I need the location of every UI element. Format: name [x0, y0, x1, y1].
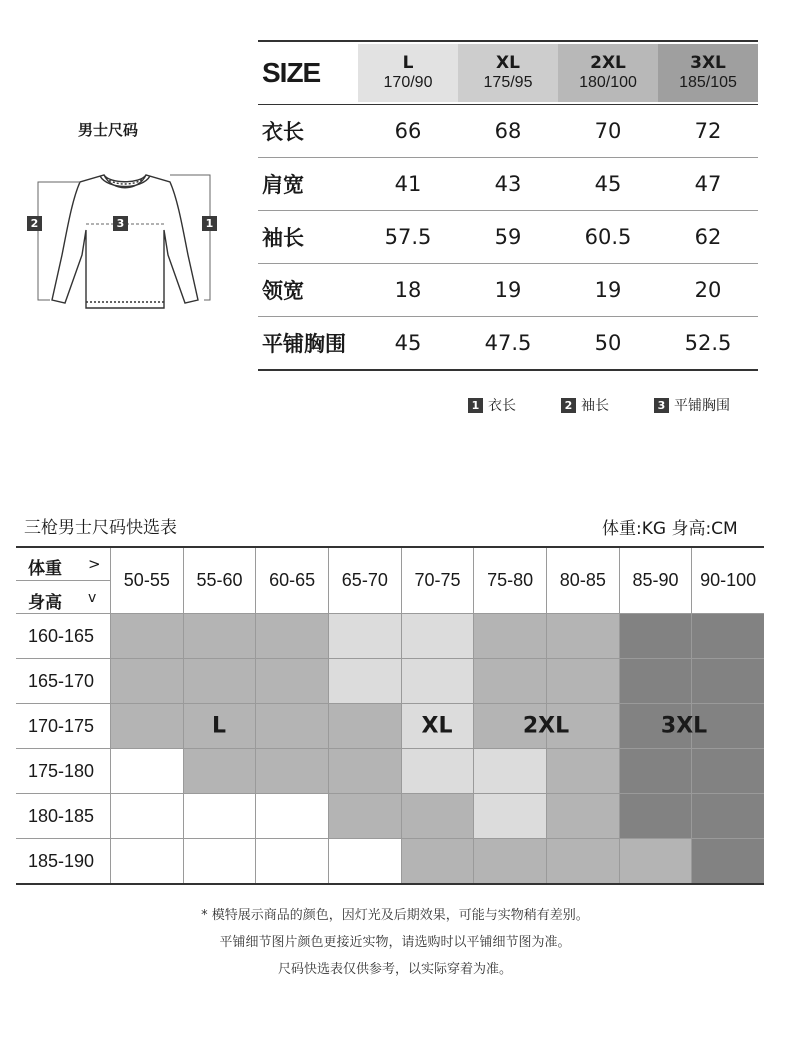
measure-label: 肩宽: [262, 173, 304, 197]
measure-label: 衣长: [262, 120, 304, 144]
measure-value: 52.5: [684, 331, 732, 355]
size-grid-cell: [691, 793, 764, 838]
size-grid-cell: [255, 658, 328, 703]
measure-value: 47.5: [484, 331, 532, 355]
size-table-row: [258, 158, 758, 211]
size-table-row: [258, 317, 758, 371]
legend-chest: [654, 395, 730, 415]
legend-badge: 2: [561, 398, 576, 413]
size-grid-cell: [473, 838, 546, 883]
note-line: * 模特展示商品的颜色，因灯光及后期效果，可能与实物稍有差别。: [201, 908, 589, 923]
size-grid-cell: [110, 613, 183, 658]
marker-sleeve: 2: [27, 216, 42, 231]
quick-table-top-rule: [16, 546, 764, 548]
legend-badge: 3: [654, 398, 669, 413]
size-grid-cell: [110, 838, 183, 883]
note-line: 平铺细节图片颜色更接近实物，请选购时以平铺细节图为准。: [219, 935, 571, 950]
measure-label: 平铺胸围: [262, 332, 346, 356]
units-label: 体重:KG 身高:CM: [602, 519, 738, 539]
quick-table-bottom-rule: [16, 883, 764, 885]
size-grid-cell: [546, 793, 619, 838]
size-grid-cell: [183, 793, 256, 838]
size-grid-cell: [619, 613, 692, 658]
size-name: XL: [496, 53, 520, 74]
size-col-header: [358, 44, 458, 102]
size-height-chest: 170/90: [383, 73, 433, 91]
size-zone-label: 3XL: [660, 713, 708, 738]
weight-range-header: 80-85: [546, 548, 619, 613]
size-grid-cell: [183, 748, 256, 793]
size-table-row: [258, 211, 758, 264]
measure-value: 41: [394, 172, 422, 196]
size-grid-cell: [328, 793, 401, 838]
height-range-label: 160-165: [16, 613, 110, 658]
size-grid-cell: [473, 658, 546, 703]
size-grid-cell: [691, 748, 764, 793]
size-grid-cell: [255, 793, 328, 838]
size-col-header: [458, 44, 558, 102]
legend-label: 衣长: [488, 398, 516, 414]
figure-title: 男士尺码: [78, 121, 139, 139]
marker-chest: 3: [113, 216, 128, 231]
corner-weight-label: 体重: [28, 559, 62, 579]
measure-value: 68: [494, 119, 522, 143]
measure-value: 70: [594, 119, 622, 143]
legend-badge: 1: [468, 398, 483, 413]
corner-divider: [16, 580, 110, 581]
measure-value: 50: [594, 331, 622, 355]
size-col-header: [558, 44, 658, 102]
corner-cell: [16, 548, 110, 613]
weight-range-header: 65-70: [328, 548, 401, 613]
size-grid-cell: [546, 613, 619, 658]
weight-range-header: 85-90: [619, 548, 692, 613]
size-grid-cell: [401, 658, 474, 703]
measure-value: 66: [394, 119, 422, 143]
size-col-header: [658, 44, 758, 102]
measure-value: 45: [594, 172, 622, 196]
corner-height-arrow: v: [88, 590, 97, 606]
measure-value: 60.5: [584, 225, 632, 249]
height-range-label: 175-180: [16, 748, 110, 793]
size-grid-cell: [691, 613, 764, 658]
size-grid-cell: [401, 613, 474, 658]
size-grid-cell: [328, 748, 401, 793]
size-grid-cell: [546, 748, 619, 793]
legend-label: 袖长: [581, 398, 609, 414]
measure-value: 59: [494, 225, 522, 249]
height-range-label: 180-185: [16, 793, 110, 838]
size-grid-cell: [255, 748, 328, 793]
size-grid-cell: [183, 613, 256, 658]
size-grid-cell: [619, 658, 692, 703]
size-name: 2XL: [590, 53, 626, 74]
size-grid-cell: [183, 658, 256, 703]
note-line: 尺码快选表仅供参考，以实际穿着为准。: [277, 962, 512, 977]
size-zone-label: XL: [421, 713, 453, 738]
weight-range-header: 50-55: [110, 548, 183, 613]
size-name: L: [402, 53, 414, 74]
height-range-label: 170-175: [16, 703, 110, 748]
size-grid-cell: [619, 748, 692, 793]
size-grid-cell: [401, 838, 474, 883]
size-height-chest: 185/105: [679, 73, 737, 91]
size-grid-cell: [619, 838, 692, 883]
size-height-chest: 180/100: [579, 73, 637, 91]
weight-range-header: 90-100: [691, 548, 764, 613]
weight-range-header: 55-60: [183, 548, 256, 613]
size-table-row: [258, 105, 758, 158]
legend-label: 平铺胸围: [674, 398, 730, 414]
size-grid-cell: [255, 703, 328, 748]
size-grid-cell: [691, 838, 764, 883]
size-grid-cell: [619, 793, 692, 838]
size-grid-cell: [473, 613, 546, 658]
size-table-row: [258, 264, 758, 317]
measure-value: 43: [494, 172, 522, 196]
size-grid-cell: [110, 793, 183, 838]
measure-value: 45: [394, 331, 422, 355]
legend-length: [468, 395, 516, 415]
quick-table-title: 三枪男士尺码快选表: [24, 518, 177, 538]
sweater-diagram: [20, 160, 225, 310]
corner-weight-arrow: >: [88, 555, 101, 573]
size-grid-cell: [691, 658, 764, 703]
size-grid-cell: [473, 748, 546, 793]
measure-label: 领宽: [262, 279, 304, 303]
size-grid-cell: [328, 658, 401, 703]
size-zone-label: 2XL: [522, 713, 570, 738]
corner-height-label: 身高: [28, 593, 62, 613]
size-grid-cell: [328, 838, 401, 883]
size-grid-cell: [328, 703, 401, 748]
size-grid-cell: [255, 613, 328, 658]
size-table-header: [258, 40, 758, 105]
size-grid-cell: [110, 703, 183, 748]
size-grid-cell: [255, 838, 328, 883]
size-grid-cell: [110, 748, 183, 793]
size-grid-cell: [401, 793, 474, 838]
size-grid-cell: [110, 658, 183, 703]
size-grid-cell: [328, 613, 401, 658]
size-header-label: SIZE: [262, 57, 321, 88]
size-name: 3XL: [690, 53, 726, 74]
height-range-label: 185-190: [16, 838, 110, 883]
measure-value: 20: [694, 278, 722, 302]
size-grid-cell: [473, 793, 546, 838]
size-height-chest: 175/95: [483, 73, 533, 91]
height-range-label: 165-170: [16, 658, 110, 703]
measure-value: 62: [694, 225, 722, 249]
measure-label: 袖长: [262, 226, 304, 250]
weight-range-header: 60-65: [255, 548, 328, 613]
sweater-outline-icon: [38, 175, 210, 308]
size-table: [258, 40, 758, 371]
measure-value: 47: [694, 172, 722, 196]
measure-value: 18: [394, 278, 422, 302]
weight-range-header: 70-75: [401, 548, 474, 613]
marker-length: 1: [202, 216, 217, 231]
measure-value: 19: [594, 278, 622, 302]
weight-range-header: 75-80: [473, 548, 546, 613]
measure-value: 57.5: [384, 225, 432, 249]
measure-value: 19: [494, 278, 522, 302]
size-grid-cell: [401, 748, 474, 793]
size-grid-cell: [546, 658, 619, 703]
size-zone-label: L: [211, 713, 227, 738]
size-grid-cell: [546, 838, 619, 883]
legend-sleeve: [561, 395, 609, 415]
measure-value: 72: [694, 119, 722, 143]
size-grid-cell: [183, 838, 256, 883]
